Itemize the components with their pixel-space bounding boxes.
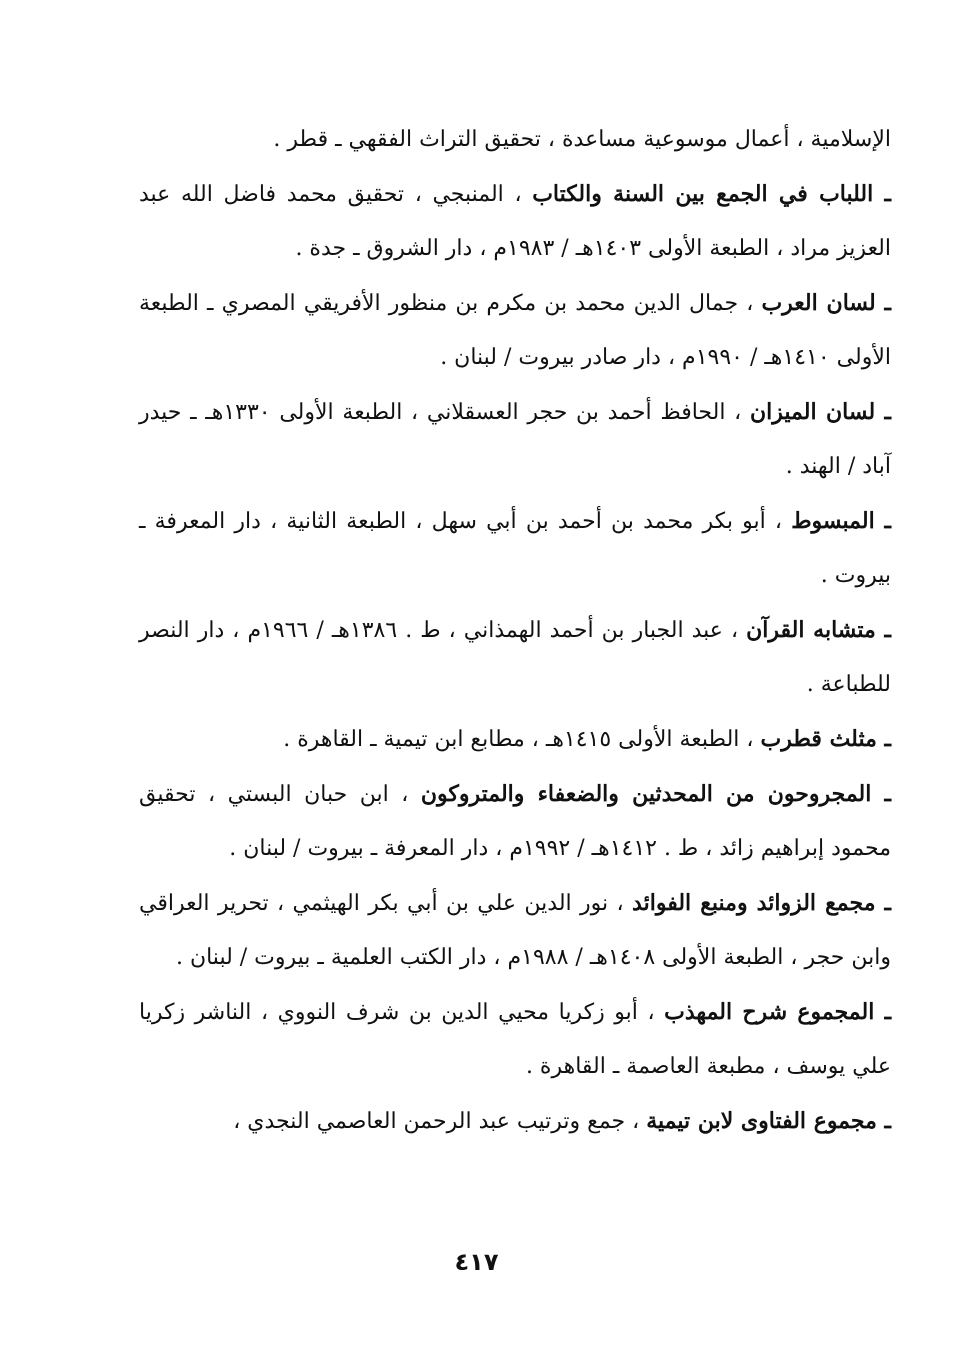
bibliography-entry [139,494,891,603]
entry-title: ـ لسان العرب [761,290,891,316]
bibliography-entry [139,1094,891,1149]
entry-details: الإسلامية ، أعمال موسوعية مساعدة ، تحقيق التراث الفقهي ـ قطر . [273,127,891,152]
entry-details: ، الطبعة الأولى ١٤١٥هـ ، مطابع ابن تيمية ـ القاهرة . [283,727,761,752]
bibliography-entry [139,985,891,1094]
bibliography-list [139,112,891,1149]
entry-title: ـ مجموع الفتاوى لابن تيمية [646,1108,891,1134]
bibliography-entry [139,112,891,167]
entry-details: ، أبو بكر محمد بن أحمد بن أبي سهل ، الطبعة الثانية ، دار المعرفة ـ بيروت . [139,509,891,588]
page-number: ٤١٧ [454,1248,499,1276]
entry-details: ، جمال الدين محمد بن مكرم بن منظور الأفريقي المصري ـ الطبعة الأولى ١٤١٠هـ / ١٩٩٠م ، دار صادر بيروت / لبنان . [139,291,891,370]
entry-details: ، أبو زكريا محيي الدين بن شرف النووي ، الناشر زكريا علي يوسف ، مطبعة العاصمة ـ القاهرة . [139,1000,891,1079]
bibliography-entry [139,712,891,767]
bibliography-entry [139,876,891,985]
entry-details: ، نور الدين علي بن أبي بكر الهيثمي ، تحرير العراقي وابن حجر ، الطبعة الأولى ١٤٠٨هـ / ١٩٨٨م ، دار الكتب العلمية ـ بيروت / لبنان . [139,891,891,970]
entry-title: ـ المجموع شرح المهذب [664,999,892,1025]
entry-title: ـ مجمع الزوائد ومنبع الفوائد [632,890,891,916]
entry-title: ـ اللباب في الجمع بين السنة والكتاب [532,181,892,207]
entry-title: ـ لسان الميزان [750,399,891,425]
entry-title: ـ المبسوط [791,508,891,534]
entry-title: ـ المجروحون من المحدثين والضعفاء والمتروكون [420,781,891,807]
bibliography-entry [139,385,891,494]
entry-title: ـ متشابه القرآن [746,617,891,643]
entry-details: ، ابن حبان البستي ، تحقيق محمود إبراهيم زائد ، ط . ١٤١٢هـ / ١٩٩٢م ، دار المعرفة ـ بيروت / لبنان . [139,782,891,861]
bibliography-entry [139,276,891,385]
entry-title: ـ مثلث قطرب [760,726,891,752]
bibliography-entry [139,767,891,876]
bibliography-entry [139,603,891,712]
entry-details: ، الحافظ أحمد بن حجر العسقلاني ، الطبعة الأولى ١٣٣٠هـ ـ حيدر آباد / الهند . [139,400,891,479]
entry-details: ، عبد الجبار بن أحمد الهمذاني ، ط . ١٣٨٦هـ / ١٩٦٦م ، دار النصر للطباعة . [139,618,891,697]
entry-details: ، جمع وترتيب عبد الرحمن العاصمي النجدي ، [233,1109,647,1134]
entry-details: ، المنبجي ، تحقيق محمد فاضل الله عبد العزيز مراد ، الطبعة الأولى ١٤٠٣هـ / ١٩٨٣م ، دار الشروق ـ جدة . [139,182,891,261]
bibliography-entry [139,167,891,276]
